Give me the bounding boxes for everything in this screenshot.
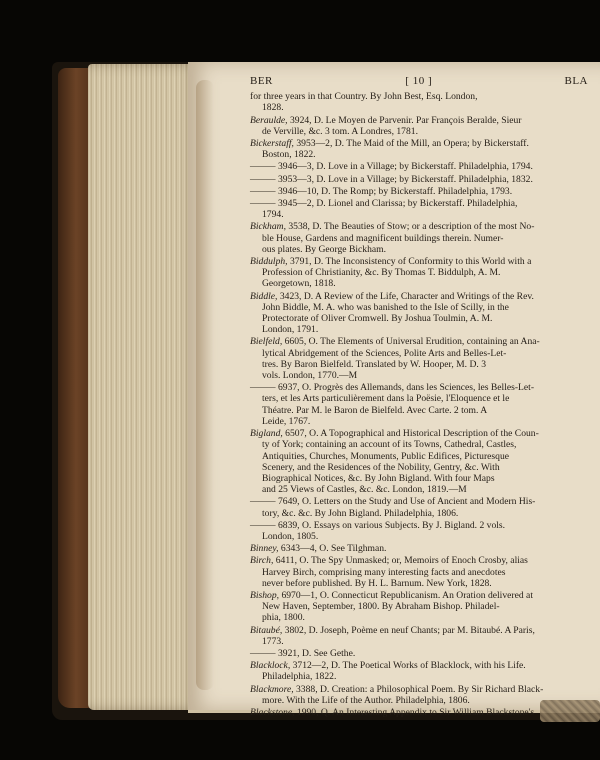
entry-text: 3946—3, D. Love in a Village; by Bickerstaff. Philadelphia, 1794.: [275, 161, 533, 173]
entry-text: 3953—3, D. Love in a Village; by Bickerstaff. Philadelphia, 1832.: [275, 173, 533, 185]
entry-head: ———: [250, 185, 276, 197]
entry-head: Bishop,: [250, 589, 280, 601]
entry-head: ———: [250, 496, 276, 508]
catalog-entry: [250, 625, 600, 647]
catalog-entry: [250, 291, 600, 336]
entry-text: 3538, D. The Beauties of Stow; or a description of the most No- ble House, Gardens and magnificent buildings therein. Numer- ous plates. By George Bickham.: [262, 221, 535, 255]
entry-head: Birch,: [250, 555, 274, 567]
catalog-entry: [250, 428, 600, 495]
catalog-entry: [250, 138, 600, 160]
entry-text: 3423, D. A Review of the Life, Character and Writings of the Rev. John Biddle, M. A. who was banished to the Isle of Scilly, in the Protectorate of Oliver Cromwell. By Joshua Toulmin, A. M. London, 1791.: [262, 290, 534, 336]
entry-text: 6970—1, O. Connecticut Republicanism. An Oration delivered at New Haven, September, 1800. By Abraham Bishop. Philadel- phia, 1800.: [262, 589, 533, 624]
entry-head: ———: [250, 382, 276, 394]
header-right: BLA: [564, 75, 588, 87]
entry-head: ———: [250, 173, 276, 185]
catalog-entry: [250, 198, 600, 220]
entry-head: ———: [250, 647, 276, 659]
entry-head: Binney,: [250, 543, 279, 555]
page-edges: [88, 64, 198, 710]
entry-head: Bielfeld,: [250, 336, 283, 348]
catalog-entry: [250, 496, 600, 518]
entry-head: Bickerstaff,: [250, 138, 294, 150]
header-left: BER: [250, 75, 273, 87]
entry-text: 3712—2, D. The Poetical Works of Blacklock, with his Life. Philadelphia, 1822.: [262, 660, 526, 683]
catalog-entry: [250, 590, 600, 624]
catalog-entry: [250, 91, 600, 113]
entry-head: Bitaubé,: [250, 624, 283, 636]
entry-head: ———: [250, 198, 276, 210]
entry-text: 3791, D. The Inconsistency of Conformity to this World with a Profession of Christianity, &c. By Thomas T. Biddulph, A. M. Georgetown, 1818.: [262, 256, 532, 290]
catalog-entry: [250, 660, 600, 682]
page-text: [250, 76, 600, 719]
entry-head: Beraulde,: [250, 114, 288, 126]
entry-head: Biddle,: [250, 290, 278, 302]
entry-text: for three years in that Country. By John Best, Esq. London, 1828.: [250, 91, 478, 114]
entry-text: 6343—4, O. See Tilghman.: [278, 543, 387, 555]
catalog-entry: [250, 648, 600, 659]
entry-text: 3921, D. See Gethe.: [275, 647, 356, 659]
entry-text: 6605, O. The Elements of Universal Erudition, containing an Ana- lytical Abridgement of the Sciences, Polite Arts and Belles-Let- tres. By Baron Bielfeld. Translated by W. Hooper, M. D. 3 vols. London, 1770.—M: [262, 336, 540, 382]
entry-head: Bickham,: [250, 221, 286, 233]
catalog-entry: [250, 382, 600, 427]
catalog-entry: [250, 520, 600, 542]
entry-head: Blackmore,: [250, 683, 294, 695]
entry-head: Blacklock,: [250, 660, 291, 672]
entry-text: 3946—10, D. The Romp; by Bickerstaff. Philadelphia, 1793.: [275, 185, 513, 197]
entry-text: 3924, D. Le Moyen de Parvenir. Par François Beralde, Sieur de Verville, &c. 3 tom. A Londres, 1781.: [262, 114, 522, 137]
catalog-entry: [250, 161, 600, 172]
entry-text: 3802, D. Joseph, Poème en neuf Chants; par M. Bitaubé. A Paris, 1773.: [262, 624, 535, 647]
catalog-entry: [250, 186, 600, 197]
entry-head: ———: [250, 161, 276, 173]
entry-text: 3388, D. Creation: a Philosophical Poem. By Sir Richard Black- more. With the Life of the Author. Philadelphia, 1806.: [262, 683, 544, 706]
entry-head: Blackstone,: [250, 706, 295, 718]
catalog-entry: [250, 174, 600, 185]
entry-text: 7649, O. Letters on the Study and Use of Ancient and Modern His- tory, &c. &c. By John Bigland. Philadelphia, 1806.: [262, 496, 536, 519]
entry-head: Biddulph,: [250, 256, 288, 268]
entry-text: 6507, O. A Topographical and Historical Description of the Coun- ty of York; containing an account of its Towns, Cathedral, Castles, Antiquities, Churches, Monuments, Public Edifices, Picturesque Scenery, and the Residences of the Nobility, Gentry, &c. With Biographical Notices, &c. By John Bigland. With four Maps and 25 Views of Castles, &c. &c. London, 1819.—M: [262, 428, 539, 496]
catalog-entry: [250, 256, 600, 290]
entry-text: 6411, O. The Spy Unmasked; or, Memoirs of Enoch Crosby, alias Harvey Birch, comprising many interesting facts and anecdotes never before published. By H. L. Barnum. New York, 1828.: [262, 555, 528, 589]
catalog-entry: [250, 221, 600, 255]
catalog-entry: [250, 336, 600, 381]
running-header: [250, 76, 600, 87]
catalog-entry: [250, 115, 600, 137]
catalog-entry: [250, 543, 600, 554]
entry-head: Bigland,: [250, 428, 283, 440]
entry-text: 6937, O. Progrès des Allemands, dans les Sciences, les Belles-Let- ters, et les Arts particulièrement dans la Poësie, l'Eloquence et le Théatre. Par M. le Baron de Bielfeld. Avec Carte. 2 tom. A Leide, 1767.: [262, 382, 535, 427]
catalog-entry: [250, 555, 600, 589]
page-gutter-shadow: [196, 80, 214, 690]
entry-text: 1990, Q. An Interesting Appendix to Sir William Blackstone's: [294, 706, 535, 718]
entry-text: 6839, O. Essays on various Subjects. By J. Bigland. 2 vols. London, 1805.: [262, 519, 506, 542]
catalog-entry: [250, 707, 600, 718]
entry-text: 3945—2, D. Lionel and Clarissa; by Bickerstaff. Philadelphia, 1794.: [262, 198, 518, 221]
page-number: [ 10 ]: [405, 75, 433, 87]
entry-head: ———: [250, 519, 276, 531]
entry-text: 3953—2, D. The Maid of the Mill, an Opera; by Bickerstaff. Boston, 1822.: [262, 138, 529, 161]
catalog-entry: [250, 684, 600, 706]
